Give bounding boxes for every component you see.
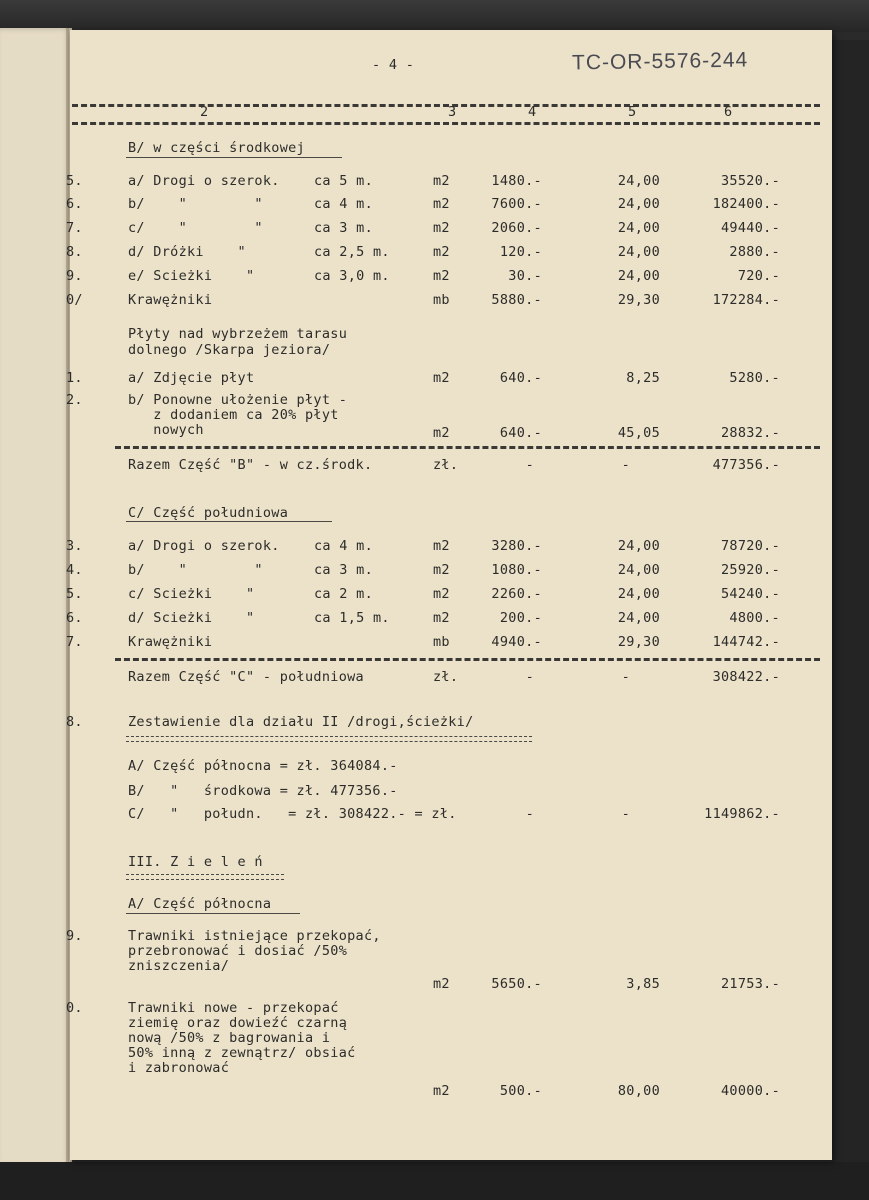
row-size: ca 4 m. bbox=[314, 538, 373, 554]
column-header: 6 bbox=[724, 104, 733, 120]
summary-title: Zestawienie dla działu II /drogi,ścieżki/ bbox=[128, 714, 474, 730]
row-number: 7. bbox=[66, 220, 83, 236]
column-header: 2 bbox=[200, 104, 209, 120]
row-description: Krawężniki bbox=[128, 634, 213, 650]
section-c-sum-label: Razem Część "C" - południowa bbox=[128, 669, 364, 685]
row-unit: m2 bbox=[433, 562, 450, 578]
row-description: Trawniki nowe - przekopać bbox=[128, 1000, 339, 1016]
row-number: 9. bbox=[66, 268, 83, 284]
row-unit: m2 bbox=[433, 610, 450, 626]
row-description: zniszczenia/ bbox=[128, 958, 230, 974]
row-description: c/ Scieżki " bbox=[128, 586, 255, 602]
summary-quantity: - bbox=[525, 806, 534, 822]
row-unit-price: 29,30 bbox=[617, 292, 660, 308]
row-total: 25920.- bbox=[721, 562, 780, 578]
row-description: z dodaniem ca 20% płyt bbox=[128, 407, 339, 423]
row-description: a/ Zdjęcie płyt bbox=[128, 370, 255, 386]
row-number: 6. bbox=[66, 196, 83, 212]
row-unit: m2 bbox=[433, 268, 450, 284]
row-quantity: 4940.- bbox=[491, 634, 542, 650]
plates-heading: Płyty nad wybrzeżem tarasu bbox=[128, 326, 348, 342]
row-unit: m2 bbox=[433, 538, 450, 554]
section-c-sum-rule bbox=[115, 658, 820, 661]
row-quantity: 500.- bbox=[499, 1083, 542, 1099]
section-c-sum-unit: zł. bbox=[433, 669, 459, 685]
plates-heading: dolnego /Skarpa jeziora/ bbox=[128, 342, 331, 358]
row-unit-price: 24,00 bbox=[617, 586, 660, 602]
row-unit-price: 8,25 bbox=[626, 370, 660, 386]
row-number: 7. bbox=[66, 634, 83, 650]
row-unit-price: 24,00 bbox=[617, 173, 660, 189]
row-unit: m2 bbox=[433, 196, 450, 212]
row-quantity: 2260.- bbox=[491, 586, 542, 602]
scan-bottom-edge bbox=[0, 1162, 869, 1200]
row-unit: m2 bbox=[433, 976, 450, 992]
row-quantity: 640.- bbox=[499, 425, 542, 441]
row-size: ca 3,0 m. bbox=[314, 268, 390, 284]
row-total: 35520.- bbox=[721, 173, 780, 189]
row-total: 182400.- bbox=[712, 196, 780, 212]
scan-backdrop bbox=[0, 0, 869, 32]
row-number: 4. bbox=[66, 562, 83, 578]
row-description: Trawniki istniejące przekopać, bbox=[128, 928, 381, 944]
section-iii-subtitle-underline bbox=[126, 913, 300, 914]
scan-right-edge bbox=[832, 40, 869, 1170]
row-total: 40000.- bbox=[721, 1083, 780, 1099]
section-b-sum-quantity: - bbox=[525, 457, 534, 473]
section-b-sum-price: - bbox=[621, 457, 630, 473]
row-unit: m2 bbox=[433, 1083, 450, 1099]
row-quantity: 3280.- bbox=[491, 538, 542, 554]
row-quantity: 2060.- bbox=[491, 220, 542, 236]
row-total: 54240.- bbox=[721, 586, 780, 602]
document-page bbox=[66, 30, 832, 1160]
row-unit-price: 24,00 bbox=[617, 562, 660, 578]
row-unit: m2 bbox=[433, 220, 450, 236]
row-unit: m2 bbox=[433, 244, 450, 260]
row-quantity: 7600.- bbox=[491, 196, 542, 212]
row-unit: mb bbox=[433, 292, 450, 308]
summary-line-a: A/ Część północna = zł. 364084.- bbox=[128, 758, 398, 774]
section-c-sum-quantity: - bbox=[525, 669, 534, 685]
row-quantity: 30.- bbox=[508, 268, 542, 284]
row-total: 172284.- bbox=[712, 292, 780, 308]
row-size: ca 2 m. bbox=[314, 586, 373, 602]
row-quantity: 200.- bbox=[499, 610, 542, 626]
row-description: a/ Drogi o szerok. bbox=[128, 538, 280, 554]
row-total: 144742.- bbox=[712, 634, 780, 650]
section-b-sum-unit: zł. bbox=[433, 457, 459, 473]
summary-price: - bbox=[621, 806, 630, 822]
column-header: 3 bbox=[448, 104, 457, 120]
row-quantity: 1080.- bbox=[491, 562, 542, 578]
section-b-sum-total: 477356.- bbox=[712, 457, 780, 473]
row-number: 6. bbox=[66, 610, 83, 626]
row-number: 5. bbox=[66, 586, 83, 602]
section-b-sum-rule bbox=[115, 446, 820, 449]
section-iii-title-underline bbox=[126, 874, 284, 880]
row-total: 21753.- bbox=[721, 976, 780, 992]
row-unit-price: 24,00 bbox=[617, 244, 660, 260]
summary-total: 1149862.- bbox=[704, 806, 780, 822]
row-size: ca 3 m. bbox=[314, 562, 373, 578]
row-description: b/ " " bbox=[128, 196, 263, 212]
row-description: i zabronować bbox=[128, 1060, 230, 1076]
row-number: 3. bbox=[66, 538, 83, 554]
row-description: nowych bbox=[128, 422, 204, 438]
row-unit-price: 29,30 bbox=[617, 634, 660, 650]
summary-line-c: C/ " połudn. = zł. 308422.- = zł. bbox=[128, 806, 457, 822]
row-number: 9. bbox=[66, 928, 83, 944]
column-header: 4 bbox=[528, 104, 537, 120]
row-total: 5280.- bbox=[729, 370, 780, 386]
previous-page-edge bbox=[0, 28, 72, 1166]
row-size: ca 2,5 m. bbox=[314, 244, 390, 260]
row-unit-price: 24,00 bbox=[617, 610, 660, 626]
row-unit-price: 24,00 bbox=[617, 538, 660, 554]
column-rule-bottom bbox=[72, 122, 820, 125]
row-unit-price: 24,00 bbox=[617, 196, 660, 212]
row-unit-price: 45,05 bbox=[617, 425, 660, 441]
row-description: 50% inną z zewnątrz/ obsiać bbox=[128, 1045, 356, 1061]
section-iii-subtitle: A/ Część północna bbox=[128, 896, 272, 912]
row-size: ca 1,5 m. bbox=[314, 610, 390, 626]
section-iii-title: III. Z i e l e ń bbox=[128, 854, 263, 870]
row-unit-price: 3,85 bbox=[626, 976, 660, 992]
row-unit-price: 24,00 bbox=[617, 268, 660, 284]
section-c-title-underline bbox=[126, 521, 332, 522]
row-total: 28832.- bbox=[721, 425, 780, 441]
section-c-title: C/ Część południowa bbox=[128, 505, 289, 521]
row-description: b/ Ponowne ułożenie płyt - bbox=[128, 392, 348, 408]
row-description: d/ Scieżki " bbox=[128, 610, 255, 626]
row-number: 0. bbox=[66, 1000, 83, 1016]
row-quantity: 5880.- bbox=[491, 292, 542, 308]
row-number: 1. bbox=[66, 370, 83, 386]
row-description: b/ " " bbox=[128, 562, 263, 578]
column-rule-top bbox=[72, 104, 820, 107]
row-quantity: 1480.- bbox=[491, 173, 542, 189]
section-c-sum-price: - bbox=[621, 669, 630, 685]
row-unit-price: 80,00 bbox=[617, 1083, 660, 1099]
section-c-sum-total: 308422.- bbox=[712, 669, 780, 685]
section-b-title-underline bbox=[126, 157, 342, 158]
row-number: 8. bbox=[66, 244, 83, 260]
row-description: a/ Drogi o szerok. bbox=[128, 173, 280, 189]
row-unit-price: 24,00 bbox=[617, 220, 660, 236]
row-quantity: 640.- bbox=[499, 370, 542, 386]
row-size: ca 3 m. bbox=[314, 220, 373, 236]
section-b-sum-label: Razem Część "B" - w cz.środk. bbox=[128, 457, 373, 473]
archive-reference: TC-OR-5576-244 bbox=[571, 48, 749, 75]
row-unit: m2 bbox=[433, 370, 450, 386]
summary-line-b: B/ " środkowa = zł. 477356.- bbox=[128, 783, 398, 799]
row-size: ca 5 m. bbox=[314, 173, 373, 189]
row-total: 4800.- bbox=[729, 610, 780, 626]
row-number: 2. bbox=[66, 392, 83, 408]
row-unit: m2 bbox=[433, 425, 450, 441]
row-size: ca 4 m. bbox=[314, 196, 373, 212]
row-unit: m2 bbox=[433, 173, 450, 189]
row-unit: mb bbox=[433, 634, 450, 650]
row-unit: m2 bbox=[433, 586, 450, 602]
page-number: - 4 - bbox=[372, 57, 415, 73]
summary-title-underline bbox=[126, 736, 532, 742]
row-description: c/ " " bbox=[128, 220, 263, 236]
row-total: 49440.- bbox=[721, 220, 780, 236]
row-number: 0/ bbox=[66, 292, 83, 308]
section-b-title: B/ w części środkowej bbox=[128, 140, 305, 156]
row-description: Krawężniki bbox=[128, 292, 213, 308]
row-number: 5. bbox=[66, 173, 83, 189]
row-description: e/ Scieżki " bbox=[128, 268, 255, 284]
row-description: ziemię oraz dowieźć czarną bbox=[128, 1015, 348, 1031]
row-description: d/ Dróżki " bbox=[128, 244, 246, 260]
row-total: 720.- bbox=[737, 268, 780, 284]
column-header: 5 bbox=[628, 104, 637, 120]
row-total: 78720.- bbox=[721, 538, 780, 554]
row-total: 2880.- bbox=[729, 244, 780, 260]
row-description: przebronować i dosiać /50% bbox=[128, 943, 348, 959]
row-description: nową /50% z bagrowania i bbox=[128, 1030, 331, 1046]
row-quantity: 5650.- bbox=[491, 976, 542, 992]
row-quantity: 120.- bbox=[499, 244, 542, 260]
summary-number: 8. bbox=[66, 714, 83, 730]
